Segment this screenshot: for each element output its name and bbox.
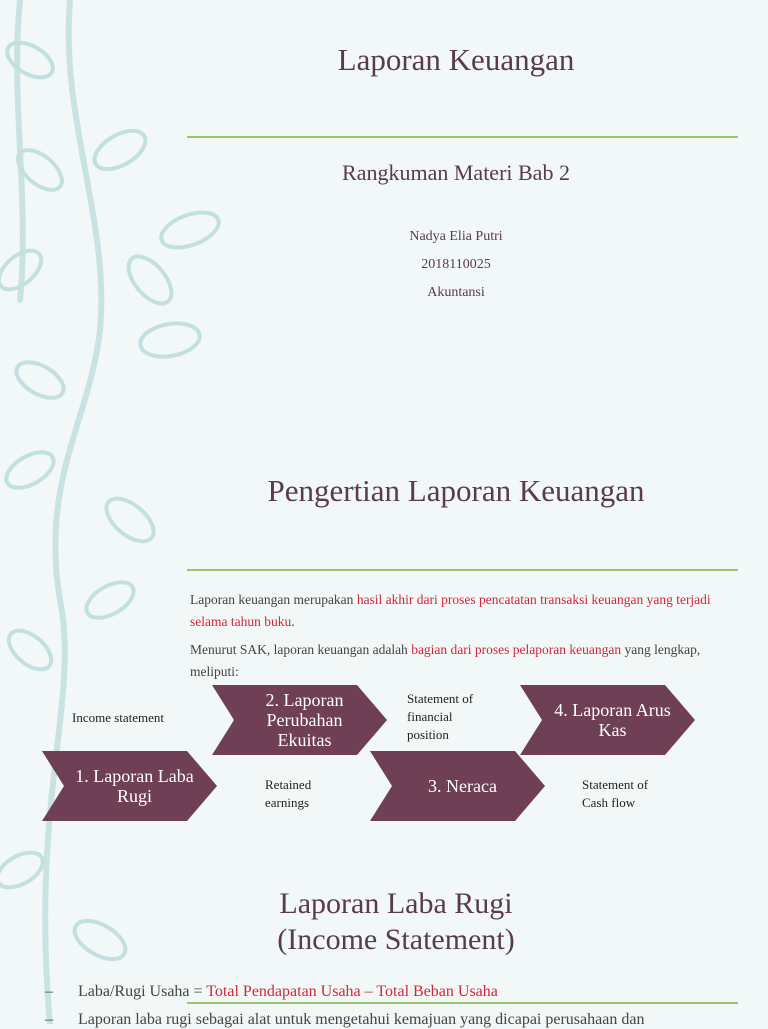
- text: Laporan keuangan merupakan: [190, 592, 357, 607]
- bullet-dash: –: [45, 1011, 53, 1028]
- department: Akuntansi: [427, 285, 485, 300]
- caption-step-4: Statement of Cash flow: [582, 777, 649, 810]
- step-label: 2. Laporan Perubahan Ekuitas: [265, 690, 344, 750]
- divider: [187, 136, 738, 138]
- caption-step-2: Retained earnings: [265, 777, 312, 810]
- author-name: Nadya Elia Putri: [409, 229, 503, 244]
- formula-text: Total Pendapatan Usaha – Total Beban Usaha: [206, 983, 498, 1000]
- slide1-title: Laporan Keuangan: [337, 42, 575, 77]
- text: Laba/Rugi Usaha =: [78, 983, 207, 1000]
- text: Menurut SAK, laporan keuangan adalah: [190, 642, 412, 657]
- bullet-laba-rugi-formula: [78, 983, 498, 1001]
- highlight-text: bagian dari proses pelaporan keuangan: [411, 642, 622, 657]
- chevron-step-3: [370, 751, 545, 821]
- step-label: 1. Laporan Laba Rugi: [75, 766, 194, 806]
- bullet-dash: –: [45, 983, 53, 1000]
- student-id: 2018110025: [421, 257, 491, 272]
- chevron-step-4: [520, 685, 695, 755]
- divider: [187, 569, 738, 571]
- paragraph-sak: [190, 639, 720, 683]
- text: .: [291, 614, 295, 629]
- paragraph-definition: [190, 589, 735, 633]
- step-label: 3. Neraca: [428, 776, 497, 796]
- chevron-step-2: [212, 685, 387, 755]
- caption-step-1: Income statement: [72, 710, 165, 725]
- caption-step-3: Statement of financial position: [407, 691, 474, 742]
- step-label: 4. Laporan Arus Kas: [554, 700, 671, 740]
- text: yang lengkap, meliputi:: [190, 642, 701, 679]
- slide1-subtitle: Rangkuman Materi Bab 2: [342, 160, 570, 185]
- highlight-text: hasil akhir dari proses pencatatan transaksi keuangan yang terjadi selama tahun buku: [190, 592, 711, 629]
- slide3-title-line2: (Income Statement): [277, 923, 515, 956]
- slide2-title: Pengertian Laporan Keuangan: [267, 473, 645, 508]
- leaf-pattern-decoration: [0, 0, 240, 1024]
- divider: [187, 1002, 738, 1004]
- slide3-title-line1: Laporan Laba Rugi: [279, 887, 513, 920]
- chevron-step-1: [42, 751, 217, 821]
- bullet-laba-rugi-purpose: Laporan laba rugi sebagai alat untuk mengetahui kemajuan yang dicapai perusahaan dan: [78, 1011, 645, 1028]
